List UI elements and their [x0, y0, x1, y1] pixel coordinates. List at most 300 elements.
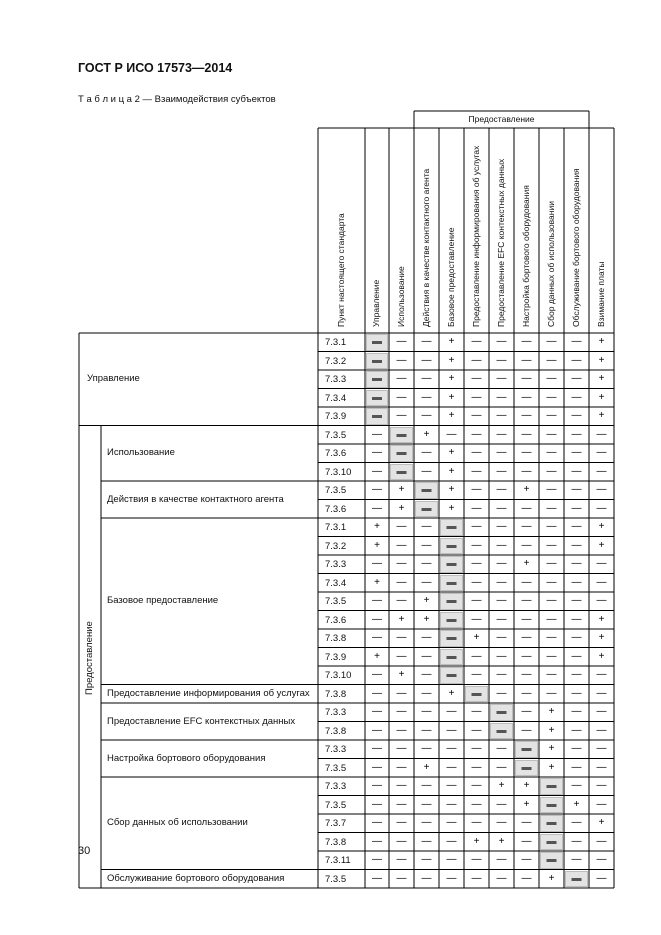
clause-cell: 7.3.6: [325, 448, 347, 459]
interaction-cell: —: [396, 724, 407, 736]
interaction-cell: +: [598, 373, 605, 384]
interaction-cell: —: [471, 743, 482, 754]
interaction-cell: +: [374, 576, 380, 588]
interaction-cell: —: [396, 854, 407, 865]
interaction-cell: —: [596, 595, 607, 606]
interaction-cell: —: [521, 854, 532, 865]
column-header: Предоставление информирования об услугах: [470, 145, 481, 327]
page-number: 30: [78, 845, 91, 857]
interaction-cell: —: [446, 817, 457, 828]
interaction-cell: —: [546, 373, 557, 384]
interaction-cell: +: [423, 613, 430, 625]
clause-cell: 7.3.4: [325, 577, 347, 589]
interaction-cell: —: [546, 687, 557, 699]
interaction-cell: ▬: [521, 743, 532, 754]
interaction-cell: —: [372, 761, 382, 773]
interaction-cell: —: [571, 835, 582, 847]
interaction-cell: —: [471, 558, 482, 569]
interaction-cell: —: [396, 872, 407, 884]
column-header: Сбор данных об использовании: [545, 201, 556, 327]
interaction-cell: —: [421, 632, 432, 643]
interaction-cell: —: [396, 336, 407, 347]
interaction-cell: —: [421, 724, 432, 736]
interaction-cell: —: [471, 724, 482, 736]
interaction-cell: —: [421, 391, 432, 403]
interaction-cell: —: [372, 798, 382, 810]
interaction-cell: —: [571, 521, 582, 532]
interaction-cell: —: [571, 761, 582, 773]
interaction-cell: —: [446, 798, 457, 810]
interaction-cell: ▬: [372, 391, 382, 403]
column-header: Предоставление EFC контекстных данных: [495, 158, 506, 327]
clause-cell: 7.3.8: [325, 725, 347, 737]
interaction-cell: +: [423, 761, 430, 773]
interaction-cell: —: [396, 391, 407, 403]
interaction-cell: —: [571, 576, 582, 588]
interaction-cell: —: [372, 502, 382, 514]
interaction-cell: —: [471, 502, 482, 514]
interaction-cell: —: [471, 650, 482, 662]
interaction-cell: —: [471, 484, 482, 495]
interaction-cell: —: [496, 669, 507, 680]
interaction-cell: ▬: [372, 373, 382, 384]
interaction-cell: —: [372, 706, 382, 717]
interaction-cell: ▬: [546, 835, 557, 847]
interaction-cell: —: [571, 780, 582, 791]
interaction-cell: —: [446, 706, 457, 717]
interaction-cell: —: [571, 613, 582, 625]
interaction-cell: —: [521, 539, 532, 551]
interaction-cell: —: [396, 743, 407, 754]
interaction-cell: —: [446, 743, 457, 754]
interaction-cell: ▬: [496, 706, 507, 717]
interaction-cell: —: [571, 558, 582, 569]
interaction-cell: +: [473, 835, 480, 847]
interaction-cell: —: [521, 835, 532, 847]
interaction-cell: +: [598, 632, 605, 643]
interaction-cell: —: [521, 632, 532, 643]
interaction-cell: —: [496, 465, 507, 477]
interaction-cell: —: [496, 817, 507, 828]
interaction-cell: —: [571, 743, 582, 754]
interaction-cell: ▬: [446, 558, 457, 569]
interaction-cell: —: [546, 428, 557, 440]
interaction-cell: —: [496, 576, 507, 588]
interaction-cell: —: [596, 780, 607, 791]
interaction-cell: —: [496, 872, 507, 884]
interaction-cell: —: [596, 669, 607, 680]
interaction-cell: —: [571, 687, 582, 699]
interaction-cell: —: [421, 539, 432, 551]
interaction-cell: —: [496, 373, 507, 384]
interaction-cell: —: [421, 576, 432, 588]
interaction-cell: —: [521, 354, 532, 366]
interaction-cell: —: [471, 872, 482, 884]
group-label: Базовое предоставление: [107, 595, 219, 607]
interaction-cell: —: [571, 502, 582, 514]
interaction-cell: —: [421, 373, 432, 384]
interaction-cell: —: [571, 447, 582, 458]
interaction-cell: —: [546, 447, 557, 458]
group-label: Управление: [87, 373, 140, 385]
interaction-cell: —: [421, 669, 432, 680]
interaction-cell: —: [446, 780, 457, 791]
clause-cell: 7.3.7: [325, 818, 347, 829]
interaction-cell: —: [372, 743, 382, 754]
interaction-cell: —: [596, 484, 607, 495]
interaction-cell: ▬: [446, 650, 457, 662]
interaction-cell: +: [448, 336, 455, 347]
column-header: Обслуживание бортового оборудования: [570, 168, 581, 327]
clause-cell: 7.3.5: [325, 873, 347, 885]
interaction-cell: —: [496, 410, 507, 421]
interaction-cell: —: [471, 706, 482, 717]
interaction-cell: —: [496, 761, 507, 773]
interaction-cell: —: [571, 484, 582, 495]
interaction-cell: —: [571, 428, 582, 440]
interaction-cell: —: [496, 595, 507, 606]
interaction-cell: +: [598, 410, 605, 421]
interaction-cell: —: [571, 706, 582, 717]
group-label: Действия в качестве контактного агента: [107, 493, 284, 505]
interaction-cell: +: [398, 669, 405, 680]
interaction-cell: —: [496, 539, 507, 551]
interaction-cell: ▬: [546, 798, 557, 810]
clause-cell: 7.3.6: [325, 503, 347, 515]
interaction-cell: —: [372, 817, 382, 828]
interaction-cell: ▬: [372, 410, 382, 421]
interaction-cell: +: [374, 521, 380, 532]
interaction-cell: ▬: [446, 539, 457, 551]
interaction-cell: +: [498, 780, 505, 791]
interaction-cell: ▬: [471, 687, 482, 699]
group-label: Обслуживание бортового оборудования: [107, 872, 285, 884]
interaction-cell: —: [496, 632, 507, 643]
group-label: Использование: [107, 447, 175, 459]
interaction-cell: —: [396, 558, 407, 569]
interaction-cell: —: [496, 428, 507, 440]
interaction-cell: —: [571, 724, 582, 736]
interaction-cell: —: [596, 854, 607, 865]
interaction-cell: —: [571, 669, 582, 680]
interaction-cell: —: [546, 391, 557, 403]
interaction-cell: —: [446, 872, 457, 884]
clause-cell: 7.3.2: [325, 355, 347, 367]
interaction-cell: —: [396, 595, 407, 606]
interaction-cell: ▬: [446, 632, 457, 643]
interaction-cell: —: [496, 558, 507, 569]
interaction-cell: —: [521, 817, 532, 828]
interaction-cell: ▬: [372, 354, 382, 366]
clause-cell: 7.3.9: [325, 651, 347, 663]
interaction-cell: —: [372, 780, 382, 791]
interaction-cell: —: [446, 835, 457, 847]
interaction-cell: —: [421, 854, 432, 865]
column-header: Использование: [395, 266, 406, 327]
interaction-cell: —: [596, 835, 607, 847]
interaction-cell: —: [372, 854, 382, 865]
interaction-cell: —: [396, 521, 407, 532]
interaction-cell: —: [546, 613, 557, 625]
column-header: Взимание платы: [595, 261, 606, 327]
interaction-cell: +: [374, 650, 380, 662]
interaction-cell: —: [372, 595, 382, 606]
interaction-cell: —: [546, 632, 557, 643]
interaction-cell: —: [446, 761, 457, 773]
interaction-cell: +: [374, 539, 380, 551]
interaction-cell: —: [471, 447, 482, 458]
column-header: Управление: [371, 279, 381, 327]
interaction-cell: —: [471, 354, 482, 366]
clause-cell: 7.3.1: [325, 522, 347, 533]
interaction-cell: —: [571, 373, 582, 384]
interaction-cell: —: [396, 835, 407, 847]
interaction-cell: —: [421, 687, 432, 699]
interaction-cell: ▬: [396, 447, 407, 458]
column-header: Действия в качестве контактного агента: [420, 168, 431, 327]
interaction-cell: —: [396, 687, 407, 699]
interaction-cell: —: [496, 687, 507, 699]
interaction-cell: —: [496, 502, 507, 514]
interaction-cell: —: [571, 650, 582, 662]
clause-cell: 7.3.3: [325, 559, 347, 570]
interaction-cell: +: [598, 391, 605, 403]
interaction-cell: —: [471, 465, 482, 477]
clause-cell: 7.3.4: [325, 392, 347, 404]
interaction-cell: ▬: [421, 502, 432, 514]
interaction-cell: —: [421, 354, 432, 366]
interaction-cell: —: [396, 373, 407, 384]
group-header: Предоставление: [468, 114, 535, 124]
interaction-cell: +: [498, 835, 505, 847]
interaction-cell: —: [372, 669, 382, 680]
interaction-cell: —: [471, 336, 482, 347]
interaction-cell: —: [571, 595, 582, 606]
interaction-cell: —: [372, 687, 382, 699]
interaction-cell: —: [496, 798, 507, 810]
interaction-cell: +: [398, 484, 405, 495]
interaction-cell: —: [421, 872, 432, 884]
interaction-cell: ▬: [546, 817, 557, 828]
clause-cell: 7.3.3: [325, 781, 347, 792]
clause-cell: 7.3.5: [325, 762, 347, 774]
interaction-cell: —: [471, 798, 482, 810]
interaction-cell: —: [521, 595, 532, 606]
interaction-cell: —: [372, 558, 382, 569]
table-caption: Т а б л и ц а 2 — Взаимодействия субъектов: [78, 94, 276, 105]
clause-cell: 7.3.3: [325, 744, 347, 755]
interaction-cell: —: [546, 669, 557, 680]
interaction-cell: —: [546, 650, 557, 662]
interaction-cell: —: [471, 761, 482, 773]
interaction-cell: —: [496, 484, 507, 495]
interaction-cell: —: [496, 447, 507, 458]
interaction-cell: —: [471, 780, 482, 791]
interaction-cell: +: [398, 613, 405, 625]
interaction-cell: —: [596, 447, 607, 458]
interaction-cell: ▬: [396, 465, 407, 477]
interaction-cell: —: [372, 447, 382, 458]
interaction-cell: —: [396, 817, 407, 828]
interaction-cell: +: [398, 502, 405, 514]
interaction-cell: —: [421, 410, 432, 421]
group-label: Предоставление EFC контекстных данных: [107, 715, 296, 727]
interaction-cell: ▬: [571, 872, 582, 884]
interaction-cell: —: [571, 817, 582, 828]
group-label: Предоставление информирования об услугах: [107, 687, 310, 699]
interaction-cell: —: [471, 595, 482, 606]
interaction-cell: ▬: [421, 484, 432, 495]
interaction-cell: —: [571, 465, 582, 477]
interaction-cell: —: [521, 521, 532, 532]
clause-cell: 7.3.5: [325, 429, 347, 441]
interaction-cell: —: [446, 428, 457, 440]
interaction-cell: —: [521, 447, 532, 458]
interaction-cell: +: [448, 687, 455, 699]
interaction-cell: —: [571, 539, 582, 551]
outer-label: Предоставление: [84, 620, 95, 695]
interaction-cell: —: [446, 854, 457, 865]
interaction-cell: —: [521, 465, 532, 477]
interaction-cell: —: [521, 613, 532, 625]
interaction-cell: —: [571, 354, 582, 366]
clause-cell: 7.3.3: [325, 374, 347, 385]
clause-cell: 7.3.3: [325, 707, 347, 718]
interaction-cell: —: [596, 558, 607, 569]
interaction-cell: —: [546, 465, 557, 477]
interaction-cell: —: [471, 521, 482, 532]
interaction-cell: —: [571, 391, 582, 403]
interaction-cell: +: [548, 706, 555, 717]
interaction-cell: —: [471, 410, 482, 421]
interaction-cell: +: [473, 632, 480, 643]
interaction-cell: +: [423, 595, 430, 606]
interaction-cell: ▬: [496, 724, 507, 736]
interaction-cell: +: [598, 817, 605, 828]
interaction-cell: —: [596, 428, 607, 440]
interaction-cell: —: [421, 558, 432, 569]
interaction-cell: —: [372, 428, 382, 440]
interaction-cell: +: [448, 484, 455, 495]
interaction-cell: ▬: [446, 576, 457, 588]
interaction-cell: —: [471, 669, 482, 680]
column-header: Настройка бортового оборудования: [520, 185, 531, 327]
interaction-cell: —: [471, 576, 482, 588]
interaction-cell: +: [598, 650, 605, 662]
interaction-cell: +: [598, 354, 605, 366]
interaction-cell: —: [546, 595, 557, 606]
interaction-cell: +: [423, 428, 430, 440]
interaction-cell: —: [521, 336, 532, 347]
interaction-cell: ▬: [521, 761, 532, 773]
interaction-cell: —: [471, 373, 482, 384]
clause-cell: 7.3.2: [325, 540, 347, 552]
interaction-cell: —: [546, 521, 557, 532]
interaction-cell: —: [596, 798, 607, 810]
interaction-cell: —: [396, 410, 407, 421]
interaction-cell: —: [521, 669, 532, 680]
interaction-cell: —: [546, 558, 557, 569]
interaction-cell: —: [521, 391, 532, 403]
interaction-cell: —: [372, 872, 382, 884]
clause-cell: 7.3.1: [325, 337, 347, 348]
interaction-cell: —: [546, 336, 557, 347]
interaction-cell: —: [521, 706, 532, 717]
interaction-cell: —: [421, 780, 432, 791]
interaction-cell: —: [521, 650, 532, 662]
interaction-cell: —: [421, 447, 432, 458]
interaction-cell: —: [596, 576, 607, 588]
clause-cell: 7.3.10: [325, 670, 352, 681]
clause-cell: 7.3.5: [325, 799, 347, 811]
interaction-cell: —: [596, 502, 607, 514]
interaction-cell: —: [396, 576, 407, 588]
interaction-cell: ▬: [446, 613, 457, 625]
interaction-cell: —: [571, 854, 582, 865]
interaction-cell: —: [546, 576, 557, 588]
interaction-cell: —: [546, 502, 557, 514]
interaction-cell: —: [396, 354, 407, 366]
interaction-cell: —: [396, 650, 407, 662]
interaction-cell: —: [546, 484, 557, 495]
clause-cell: 7.3.6: [325, 614, 347, 626]
interaction-cell: —: [596, 687, 607, 699]
interaction-cell: ▬: [446, 669, 457, 680]
interaction-cell: —: [496, 650, 507, 662]
interaction-cell: —: [496, 391, 507, 403]
interaction-cell: —: [546, 410, 557, 421]
interaction-cell: +: [448, 502, 455, 514]
interaction-cell: —: [496, 743, 507, 754]
document-header: ГОСТ Р ИСО 17573—2014: [78, 61, 233, 75]
clause-cell: 7.3.9: [325, 411, 347, 422]
interaction-cell: —: [521, 576, 532, 588]
interaction-cell: ▬: [446, 521, 457, 532]
interaction-cell: —: [421, 817, 432, 828]
interaction-cell: +: [448, 410, 455, 421]
interaction-cell: —: [571, 336, 582, 347]
clause-cell: 7.3.8: [325, 633, 347, 644]
interaction-cell: —: [421, 706, 432, 717]
clause-cell: 7.3.8: [325, 836, 347, 848]
interaction-cell: —: [546, 539, 557, 551]
interaction-cell: —: [471, 428, 482, 440]
interaction-cell: —: [471, 613, 482, 625]
interaction-cell: —: [596, 724, 607, 736]
interaction-cell: —: [421, 465, 432, 477]
interaction-cell: —: [496, 354, 507, 366]
interaction-cell: +: [598, 539, 605, 551]
interaction-cell: —: [471, 854, 482, 865]
interaction-cell: —: [546, 354, 557, 366]
interaction-cell: —: [596, 706, 607, 717]
interaction-cell: +: [448, 447, 455, 458]
interaction-cell: —: [421, 798, 432, 810]
interaction-cell: +: [598, 521, 605, 532]
interaction-cell: +: [573, 798, 580, 810]
interaction-cell: —: [596, 872, 607, 884]
interaction-cell: —: [571, 632, 582, 643]
interaction-cell: —: [521, 687, 532, 699]
interaction-cell: —: [446, 724, 457, 736]
interaction-cell: —: [421, 336, 432, 347]
interaction-cell: —: [372, 835, 382, 847]
interaction-cell: —: [396, 798, 407, 810]
interaction-cell: +: [448, 373, 455, 384]
interaction-cell: ▬: [546, 780, 557, 791]
interaction-cell: —: [372, 613, 382, 625]
interaction-cell: +: [548, 761, 555, 773]
